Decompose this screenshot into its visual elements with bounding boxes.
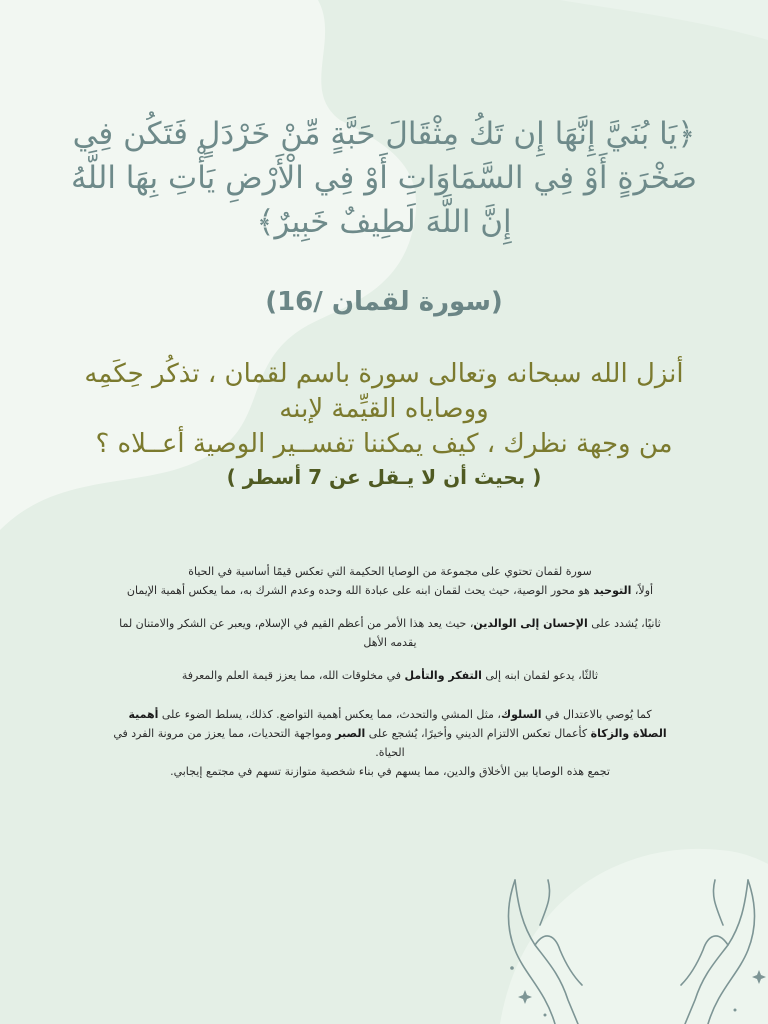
answer-point-3 — [110, 666, 670, 685]
text: هو محور الوصية، حيث يحث لقمان ابنه على عبادة الله وحده وعدم الشرك به، مما يعكس أهمية الإيمان — [126, 584, 594, 597]
text: ثالثًا، يدعو لقمان ابنه إلى — [481, 669, 599, 682]
question-line: أنزل الله سبحانه وتعالى سورة باسم لقمان ، تذكُر حِكَمِه — [84, 359, 684, 389]
keyword-parents: الإحسان إلى الوالدين — [473, 617, 588, 630]
text: ومواجهة التحديات، مما يعزز من مرونة الفرد في الحياة. — [113, 727, 405, 759]
verse-line: إِنَّ اللَّهَ لَطِيفٌ خَبِيرٌ﴾ — [256, 204, 512, 240]
verse-line: صَخْرَةٍ أَوْ فِي السَّمَاوَاتِ أَوْ فِي الْأَرْضِ يَأْتِ بِهَا اللَّهُ — [71, 160, 697, 196]
answer-point-4 — [110, 705, 670, 762]
quran-verse — [40, 112, 728, 244]
keyword-behavior: السلوك — [500, 708, 542, 721]
text: كأعمال تعكس الالتزام الديني وأخيرًا، يُشجع على — [365, 727, 591, 740]
answer-point-2 — [110, 614, 670, 652]
keyword-tawheed: التوحيد — [593, 584, 632, 597]
text: أولاً، — [631, 584, 654, 597]
keyword-reflection: التفكر والتأمل — [404, 669, 482, 682]
answer-point-1 — [110, 581, 670, 600]
text: كما يُوصي بالاعتدال في — [541, 708, 652, 721]
question-line: من وجهة نظرك ، كيف يمكننا تفســير الوصية أعــلاه ؟ — [95, 429, 673, 459]
question-line: ووصاياه القيِّمة لإبنه — [279, 394, 489, 424]
answer-conclusion: تجمع هذه الوصايا بين الأخلاق والدين، مما يسهم في بناء شخصية متوازنة تسهم في مجتمع إيجابي. — [170, 765, 610, 778]
verse-line: ﴿يَا بُنَيَّ إِنَّهَا إِن تَكُ مِثْقَالَ حَبَّةٍ مِّنْ خَرْدَلٍ فَتَكُن فِي — [72, 116, 696, 152]
text: ، حيث يعد هذا الأمر من أعظم القيم في الإسلام، ويعبر عن الشكر والامتنان لما يقدمه الأهل — [119, 617, 474, 649]
answer-intro: سورة لقمان تحتوي على مجموعة من الوصايا الحكيمة التي تعكس قيمًا أساسية في الحياة — [188, 565, 592, 578]
text: ، مثل المشي والتحدث، مما يعكس أهمية التواضع. كذلك، يسلط الضوء على — [158, 708, 501, 721]
question-block — [40, 357, 728, 492]
keyword-prayer-zakat: أهمية الصلاة والزكاة — [128, 708, 667, 740]
question-condition: ( بحيث أن لا يـقل عن 7 أسطر ) — [226, 465, 542, 489]
text: ثانيًا، يُشدد على — [587, 617, 661, 630]
text: في مخلوقات الله، مما يعزز قيمة العلم والمعرفة — [181, 669, 405, 682]
surah-reference: (سورة لقمان /16) — [265, 287, 503, 317]
keyword-patience: الصبر — [335, 727, 366, 740]
answer-block — [110, 562, 670, 781]
